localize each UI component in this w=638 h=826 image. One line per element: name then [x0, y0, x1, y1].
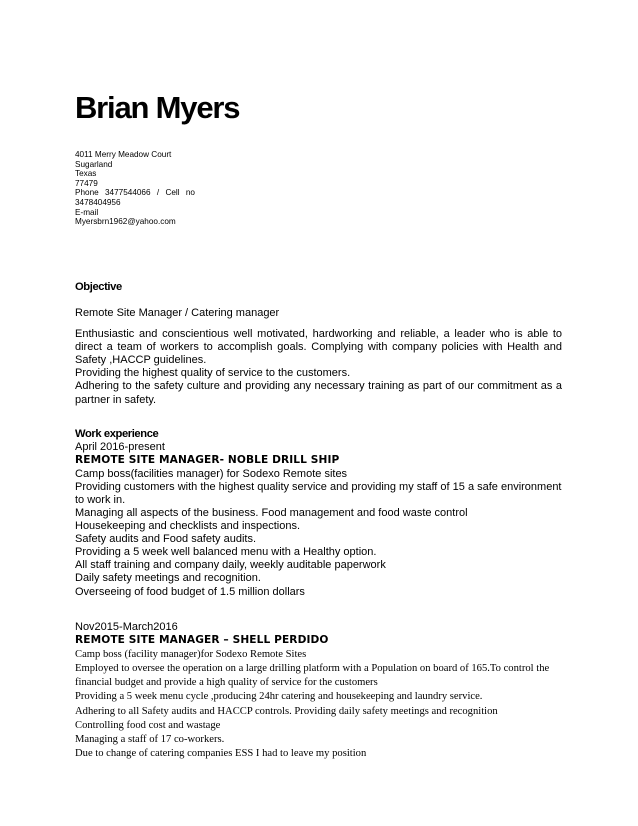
- job-dates: Nov2015-March2016: [75, 621, 178, 633]
- job-line: Managing a staff of 17 co-workers.: [75, 733, 225, 745]
- job-line: Safety audits and Food safety audits.: [75, 533, 257, 546]
- email-address: Myersbrn1962@yahoo.com: [75, 217, 176, 227]
- job-dates: April 2016-present: [75, 441, 165, 453]
- job-line: Due to change of catering companies ESS I had to leave my position: [75, 748, 367, 760]
- objective-section: [75, 280, 562, 407]
- job-description: [75, 468, 562, 599]
- contact-city: Sugarland: [75, 159, 113, 169]
- job-line: Managing all aspects of the business. Food management and food waste control: [75, 506, 468, 519]
- job-entry: [75, 621, 562, 761]
- candidate-name: Brian Myers: [75, 90, 240, 125]
- job-description: [75, 648, 562, 762]
- job-line: Overseeing of food budget of 1.5 million dollars: [75, 585, 305, 598]
- job-line: All staff training and company daily, weekly auditable paperwork: [75, 559, 386, 572]
- contact-details: [75, 150, 275, 227]
- contact-state: Texas: [75, 169, 97, 179]
- job-line: Daily safety meetings and recognition.: [75, 572, 261, 585]
- objective-text: [75, 328, 562, 407]
- job-line: Employed to oversee the operation on a large drilling platform with a Population on board of 165.To control the financial budget and provide a high quality of service for the customers: [75, 662, 550, 689]
- job-line: Providing a 5 week menu cycle ,producing 24hr catering and housekeeping and laundry service.: [75, 691, 483, 703]
- cell-label: Cell: [165, 188, 180, 198]
- job-title: REMOTE SITE MANAGER- NOBLE DRILL SHIP: [75, 454, 340, 467]
- contact-phone-row: [75, 188, 195, 198]
- job-line: Camp boss (facility manager)for Sodexo Remote Sites: [75, 648, 307, 660]
- email-label: E-mail: [75, 207, 99, 217]
- phone-separator: /: [156, 188, 160, 198]
- objective-line: Enthusiastic and conscientious well motivated, hardworking and reliable, a leader who is able to direct a team of workers to accomplish goals. Complying with company policies with Health and Safety ,HACCP guidelines.: [75, 328, 562, 367]
- job-line: Providing a 5 week well balanced menu with a Healthy option.: [75, 546, 377, 559]
- work-experience-heading: Work experience: [75, 428, 159, 440]
- phone-label: Phone: [75, 188, 99, 198]
- job-line: Camp boss(facilities manager) for Sodexo Remote sites: [75, 467, 348, 480]
- job-line: Adhering to all Safety audits and HACCP controls. Providing daily safety meetings and recognition: [75, 705, 498, 717]
- job-line: Housekeeping and checklists and inspections.: [75, 520, 301, 533]
- contact-zip: 77479: [75, 178, 98, 188]
- job-title: REMOTE SITE MANAGER – SHELL PERDIDO: [75, 634, 329, 647]
- cell-no-label: no: [185, 188, 195, 198]
- job-line: Providing customers with the highest quality service and providing my staff of 15 a safe environment to work in.: [75, 480, 562, 506]
- objective-role: Remote Site Manager / Catering manager: [75, 307, 280, 319]
- cell-number: 3478404956: [75, 197, 121, 207]
- objective-line: Providing the highest quality of service to the customers.: [75, 367, 351, 380]
- work-experience-section: [75, 427, 562, 599]
- phone-number: 3477544066: [105, 188, 151, 198]
- objective-line: Adhering to the safety culture and providing any necessary training as part of our commitment as a partner in safety.: [75, 380, 562, 406]
- job-line: Controlling food cost and wastage: [75, 719, 221, 731]
- contact-street: 4011 Merry Meadow Court: [75, 150, 172, 159]
- objective-heading: Objective: [75, 281, 122, 293]
